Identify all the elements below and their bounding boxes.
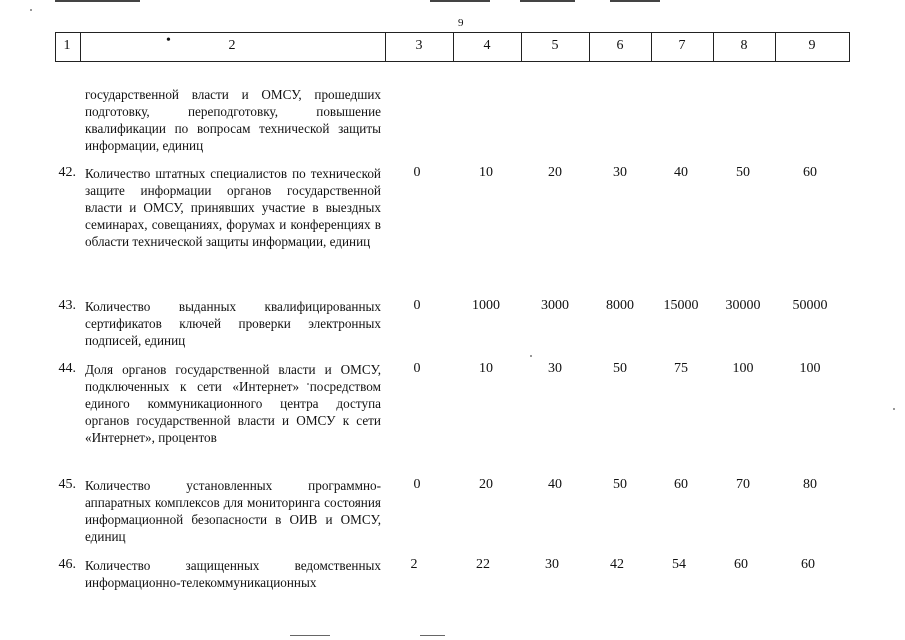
cell-value: 1000 xyxy=(472,298,500,313)
column-header: 5 xyxy=(551,38,559,53)
page-number: 9 xyxy=(458,17,464,29)
column-divider xyxy=(521,32,522,62)
cell-value: 70 xyxy=(736,477,750,492)
column-divider xyxy=(849,32,850,62)
cell-value: 22 xyxy=(476,557,490,572)
column-header: 2 xyxy=(228,38,236,53)
column-header: 6 xyxy=(616,38,624,53)
cell-value: 0 xyxy=(413,298,421,313)
cell-value: 20 xyxy=(548,165,562,180)
column-divider xyxy=(453,32,454,62)
cell-value: 30 xyxy=(545,557,559,572)
cell-value: 40 xyxy=(548,477,562,492)
cell-value: 42 xyxy=(610,557,624,572)
cell-value: 75 xyxy=(674,361,688,376)
cell-value: 54 xyxy=(672,557,686,572)
continuation-text: государственной власти и ОМСУ, прошедших подготовку, переподготовку, повышение квалификации по вопросам технической защиты информации, единиц xyxy=(85,87,381,153)
column-header: 9 xyxy=(808,38,816,53)
cell-value: 0 xyxy=(413,361,421,376)
cell-value: 3000 xyxy=(541,298,569,313)
cell-value: 50 xyxy=(736,165,750,180)
column-divider xyxy=(385,32,386,62)
cell-value: 40 xyxy=(674,165,688,180)
cell-value: 30000 xyxy=(725,298,761,313)
cell-value: 50000 xyxy=(792,298,828,313)
cell-value: 50 xyxy=(613,477,627,492)
row-number: 45. xyxy=(58,477,76,492)
cell-value: 60 xyxy=(803,165,817,180)
scan-artifact xyxy=(30,9,32,11)
cell-value: 15000 xyxy=(663,298,699,313)
scan-artifact xyxy=(290,635,330,636)
cell-value: 100 xyxy=(799,361,821,376)
row-description: Количество выданных квалифицированных сертификатов ключей проверки электронных подписей, единиц xyxy=(85,299,381,348)
cell-value: 0 xyxy=(413,165,421,180)
row-description: Количество защищенных ведомственных информационно-телекоммуникационных xyxy=(85,558,381,590)
column-divider xyxy=(775,32,776,62)
scan-artifact xyxy=(530,355,532,357)
scan-artifact xyxy=(893,408,895,410)
cell-value: 20 xyxy=(479,477,493,492)
row-number: 44. xyxy=(58,361,76,376)
row-description: Количество штатных специалистов по технической защите информации органов государственной власти и ОМСУ, принявших участие в выездных семинарах, совещаниях, форумах и конференциях в области технической защиты информации, единиц xyxy=(85,166,381,249)
cell-value: 80 xyxy=(803,477,817,492)
column-header: 1 xyxy=(63,38,71,53)
cell-value: 10 xyxy=(479,165,493,180)
column-divider xyxy=(651,32,652,62)
cell-value: 30 xyxy=(548,361,562,376)
row-description: Доля органов государственной власти и ОМСУ, подключенных к сети «Интернет» посредством единого коммуникационного центра доступа органов государственной власти и ОМСУ к сети «Интернет», процентов xyxy=(85,362,381,445)
cell-value: 100 xyxy=(732,361,754,376)
cell-value: 0 xyxy=(413,477,421,492)
cell-value: 50 xyxy=(613,361,627,376)
column-divider xyxy=(713,32,714,62)
row-number: 42. xyxy=(58,165,76,180)
cell-value: 60 xyxy=(734,557,748,572)
column-header: 3 xyxy=(415,38,423,53)
cell-value: 60 xyxy=(801,557,815,572)
cell-value: 8000 xyxy=(606,298,634,313)
row-number: 46. xyxy=(58,557,76,572)
cell-value: 10 xyxy=(479,361,493,376)
column-header: 4 xyxy=(483,38,491,53)
scan-dot: • xyxy=(166,33,171,48)
cell-value: 2 xyxy=(410,557,418,572)
scan-artifact xyxy=(55,0,140,2)
scan-artifact xyxy=(520,0,575,2)
column-divider xyxy=(589,32,590,62)
row-number: 43. xyxy=(58,298,76,313)
column-header: 8 xyxy=(740,38,748,53)
scan-artifact xyxy=(430,0,490,2)
scan-artifact xyxy=(420,635,445,636)
row-description: Количество установленных программно-аппаратных комплексов для мониторинга состояния информационной безопасности в ОИВ и ОМСУ, единиц xyxy=(85,478,381,544)
scan-artifact xyxy=(610,0,660,2)
cell-value: 60 xyxy=(674,477,688,492)
cell-value: 30 xyxy=(613,165,627,180)
column-header: 7 xyxy=(678,38,686,53)
